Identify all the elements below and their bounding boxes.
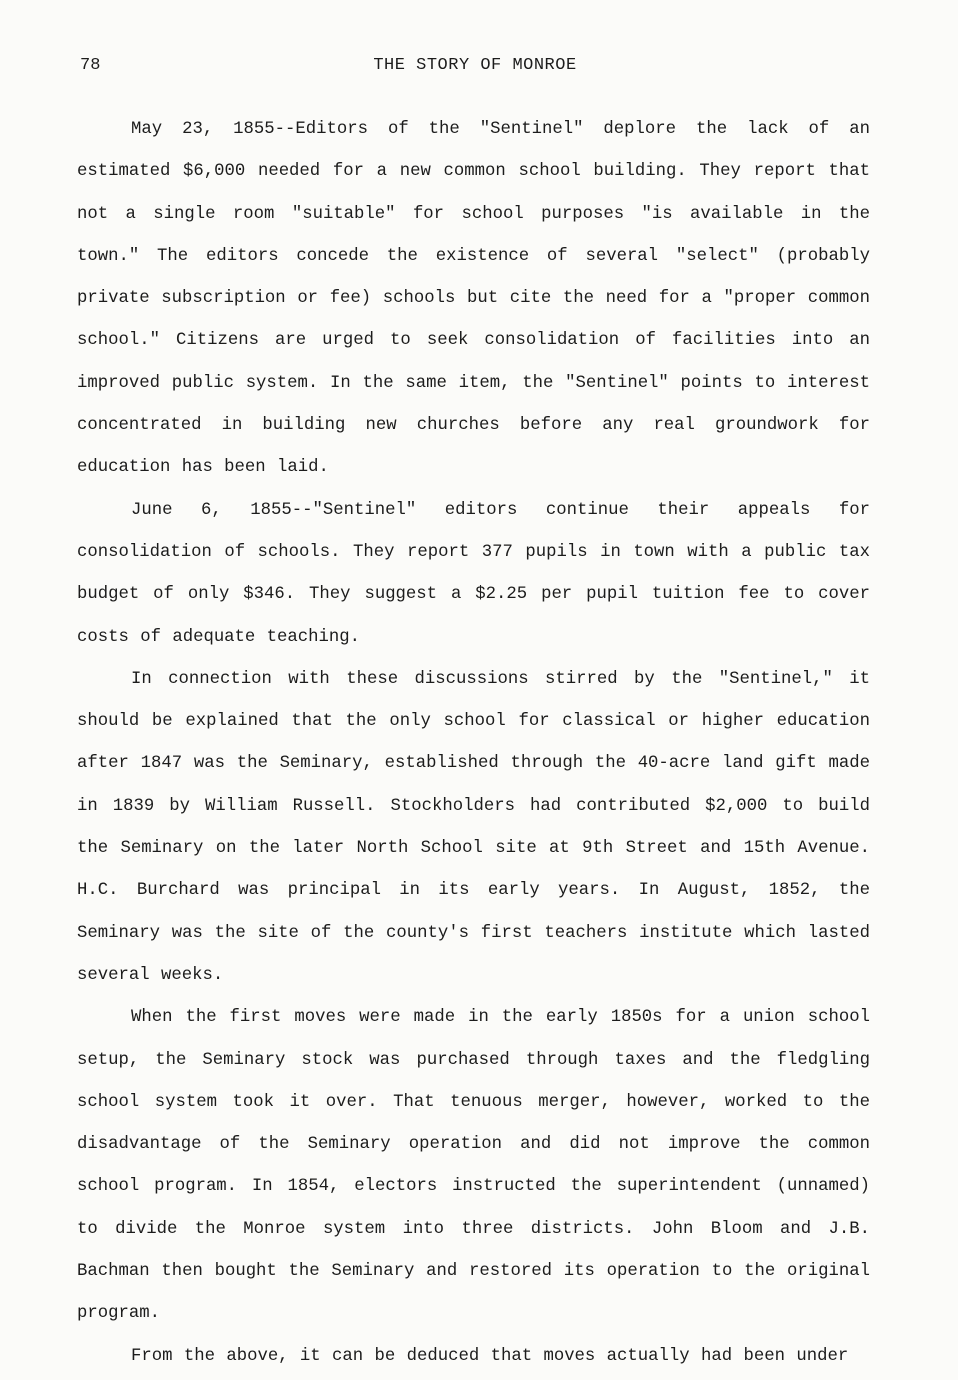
page-number: 78 bbox=[80, 56, 101, 75]
paragraph-may-23-1855: May 23, 1855--Editors of the "Sentinel" deplore the lack of an estimated $6,000 needed for a new common school building. They report that not a single room "suitable" for school purposes "is available in the town." The editors concede the existence of several "select" (probably private subscription or fee) schools but cite the need for a "proper common school." Citizens are urged to seek consolidation of facilities into an improved public system. In the same item, the "Sentinel" points to interest concentrated in building new churches before any real groundwork for education has been laid. bbox=[77, 120, 870, 478]
body-text bbox=[77, 109, 870, 1378]
book-title: THE STORY OF MONROE bbox=[373, 56, 577, 75]
paragraph-deduction: From the above, it can be deduced that moves actually had been under bbox=[131, 1346, 849, 1366]
paragraph-june-6-1855: June 6, 1855--"Sentinel" editors continue their appeals for consolidation of schools. They report 377 pupils in town with a public tax budget of only $346. They suggest a $2.25 per pupil tuition fee to cover costs of adequate teaching. bbox=[77, 500, 870, 647]
paragraph-union-school: When the first moves were made in the early 1850s for a union school setup, the Seminary stock was purchased through taxes and the fledgling school system took it over. That tenuous merger, however, worked to the disadvantage of the Seminary operation and did not improve the common school program. In 1854, electors instructed the superintendent (unnamed) to divide the Monroe system into three districts. John Bloom and J.B. Bachman then bought the Seminary and restored its operation to the original program. bbox=[77, 1008, 870, 1324]
paragraph-seminary-history: In connection with these discussions stirred by the "Sentinel," it should be explained that the only school for classical or higher education after 1847 was the Seminary, established through the 40-acre land gift made in 1839 by William Russell. Stockholders had contributed $2,000 to build the Seminary on the later North School site at 9th Street and 15th Avenue. H.C. Burchard was principal in its early years. In August, 1852, the Seminary was the site of the county's first teachers institute which lasted several weeks. bbox=[77, 669, 870, 985]
running-header bbox=[80, 56, 870, 78]
